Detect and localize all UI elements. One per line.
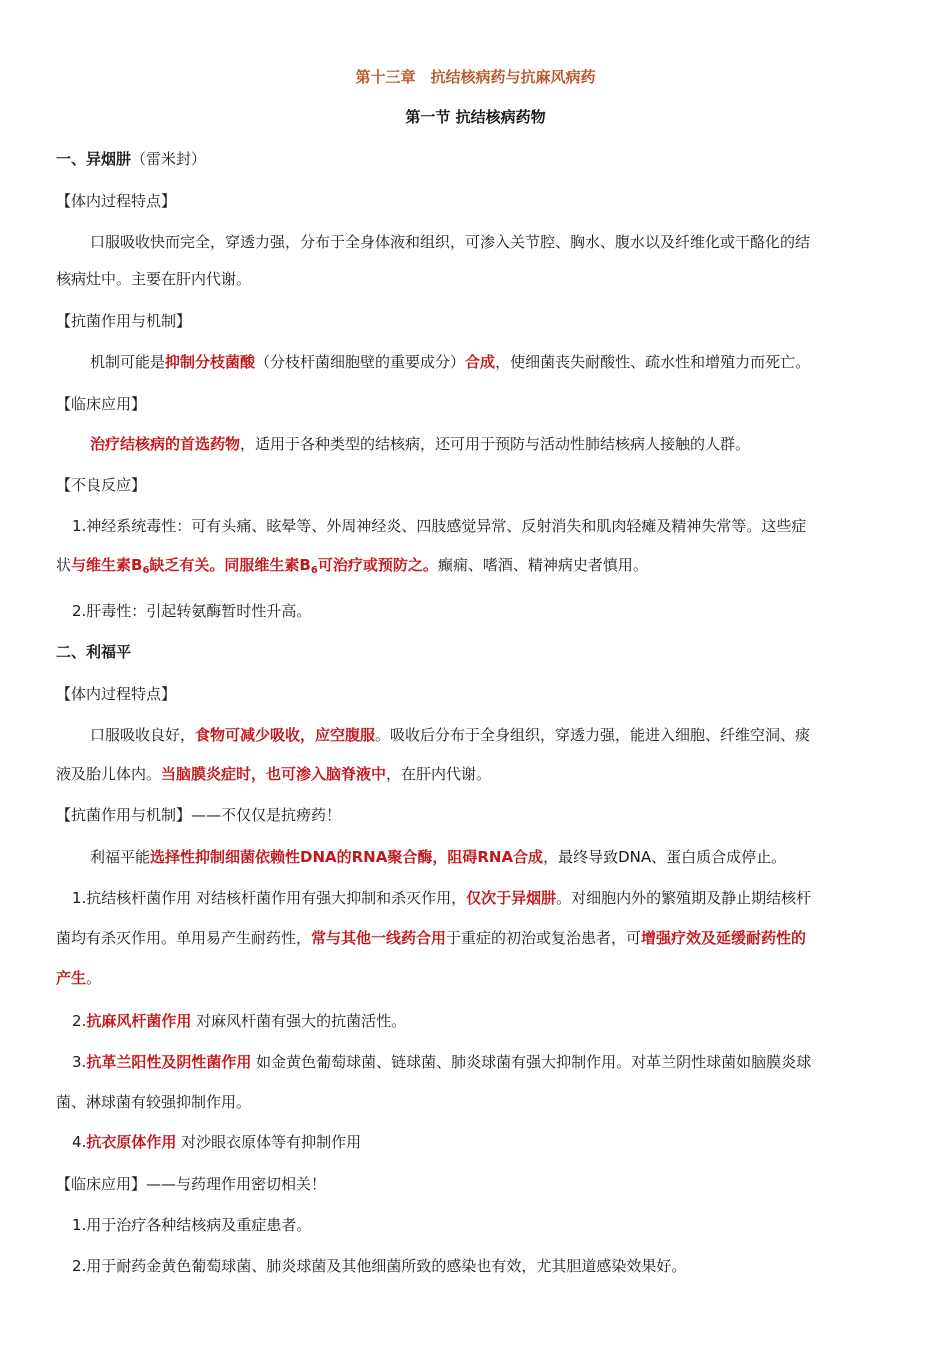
highlight-text: 仅次于异烟肼 — [466, 889, 557, 907]
drug1-adv2: 2.肝毒性：引起转氨酶暂时性升高。 — [72, 602, 312, 620]
text-run: 状 — [56, 556, 72, 574]
highlight-text: 合成 — [465, 353, 496, 371]
text-run: 缺乏有关。同服维生素B — [149, 556, 311, 574]
drug2-clin-label: 【临床应用】——与药理作用密切相关！ — [56, 1175, 327, 1193]
text-run: ，使细菌丧失耐酸性、疏水性和增殖力而死亡。 — [495, 353, 811, 371]
drug2-action3-line2: 菌、淋球菌有较强抑制作用。 — [56, 1093, 252, 1111]
chapter-title: 第十三章 抗结核病药与抗麻风病药 — [355, 68, 596, 86]
text-run: ，最终导致DNA、蛋白质合成停止。 — [543, 848, 787, 866]
drug2-clin2: 2.用于耐药金黄色葡萄球菌、肺炎球菌及其他细菌所致的感染也有效，尤其胆道感染效果好。 — [72, 1257, 687, 1275]
highlight-text: 食物可减少吸收，应空腹服 — [195, 726, 376, 744]
text-run: 。吸收后分布于全身组织，穿透力强，能进入细胞、纤维空洞、痰 — [375, 726, 811, 744]
drug1-heading-alias: （雷米封） — [131, 150, 207, 168]
drug2-heading: 二、利福平 — [56, 643, 132, 661]
drug2-action1-line2 — [56, 927, 899, 949]
subscript: 6 — [310, 565, 318, 576]
drug2-action3-line1 — [56, 1051, 899, 1073]
highlight-text — [71, 556, 438, 574]
text-run: 机制可能是 — [90, 353, 166, 371]
drug1-clin-paragraph — [56, 433, 899, 455]
drug1-adv1-line2 — [56, 554, 899, 582]
text-run: 3. — [72, 1053, 87, 1071]
text-run: 1.抗结核杆菌作用 对结核杆菌作用有强大抑制和杀灭作用， — [72, 889, 467, 907]
highlight-text: 治疗结核病的首选药物 — [90, 435, 241, 453]
text-run: ，适用于各种类型的结核病，还可用于预防与活动性肺结核病人接触的人群。 — [240, 435, 751, 453]
highlight-text: 当脑膜炎症时，也可渗入脑脊液中 — [161, 765, 387, 783]
text-run: 可治疗或预防之。 — [317, 556, 438, 574]
text-run: 对沙眼衣原体等有抑制作用 — [176, 1133, 362, 1151]
drug2-mech-label: 【抗菌作用与机制】——不仅仅是抗痨药！ — [56, 806, 342, 824]
highlight-text: 产生 — [56, 969, 87, 987]
drug2-pk-line1 — [56, 724, 899, 746]
drug2-pk-label: 【体内过程特点】 — [56, 685, 177, 703]
text-run: 于重症的初治或复治患者，可 — [446, 929, 642, 947]
drug2-action4 — [56, 1131, 899, 1153]
text-run: 口服吸收良好， — [90, 726, 196, 744]
highlight-text: 抗麻风杆菌作用 — [86, 1012, 192, 1030]
drug1-adv-label: 【不良反应】 — [56, 476, 147, 494]
drug1-adv1-line1: 1.神经系统毒性：可有头痛、眩晕等、外周神经炎、四肢感觉异常、反射消失和肌肉轻瘫及精神失常等。这些症 — [72, 517, 807, 535]
text-run: 对麻风杆菌有强大的抗菌活性。 — [191, 1012, 407, 1030]
drug1-heading-text: 一、异烟肼 — [56, 150, 132, 168]
section-title: 第一节 抗结核病药物 — [405, 108, 546, 126]
text-run: ，在肝内代谢。 — [386, 765, 492, 783]
drug1-heading — [56, 148, 899, 170]
text-run: 癫痫、嗜酒、精神病史者慎用。 — [437, 556, 648, 574]
text-run: 液及胎儿体内。 — [56, 765, 162, 783]
text-run: 利福平能 — [90, 848, 151, 866]
drug1-clin-label: 【临床应用】 — [56, 395, 147, 413]
drug2-clin1: 1.用于治疗各种结核病及重症患者。 — [72, 1216, 312, 1234]
highlight-text: 增强疗效及延缓耐药性的 — [641, 929, 807, 947]
drug1-pk-line2: 核病灶中。主要在肝内代谢。 — [56, 270, 252, 288]
text-run: 。对细胞内外的繁殖期及静止期结核杆 — [556, 889, 812, 907]
highlight-text: 抑制分枝菌酸 — [165, 353, 256, 371]
highlight-text: 选择性抑制细菌依赖性DNA的RNA聚合酶，阻碍RNA合成 — [150, 848, 544, 866]
drug2-action1-line3 — [56, 967, 899, 989]
drug1-mech-paragraph — [56, 351, 899, 373]
drug2-pk-line2 — [56, 763, 899, 785]
drug2-action1-line1 — [56, 887, 899, 909]
text-run: 。 — [86, 969, 102, 987]
highlight-text: 常与其他一线药合用 — [311, 929, 447, 947]
drug1-pk-label: 【体内过程特点】 — [56, 192, 177, 210]
text-run: 与维生素B — [71, 556, 143, 574]
subscript: 6 — [142, 565, 150, 576]
highlight-text: 抗衣原体作用 — [86, 1133, 177, 1151]
drug1-mech-label: 【抗菌作用与机制】 — [56, 312, 192, 330]
drug1-pk-line1: 口服吸收快而完全，穿透力强，分布于全身体液和组织，可渗入关节腔、胸水、腹水以及纤维化或干酪化的结 — [90, 233, 811, 251]
text-run: 菌均有杀灭作用。单用易产生耐药性， — [56, 929, 312, 947]
text-run: 如金黄色葡萄球菌、链球菌、肺炎球菌有强大抑制作用。对革兰阴性球菌如脑膜炎球 — [251, 1053, 812, 1071]
text-run: 4. — [72, 1133, 87, 1151]
drug2-mech-paragraph — [56, 846, 899, 868]
highlight-text: 抗革兰阳性及阴性菌作用 — [86, 1053, 252, 1071]
drug2-action2 — [56, 1010, 899, 1032]
text-run: 2. — [72, 1012, 87, 1030]
text-run: （分枝杆菌细胞壁的重要成分） — [255, 353, 466, 371]
